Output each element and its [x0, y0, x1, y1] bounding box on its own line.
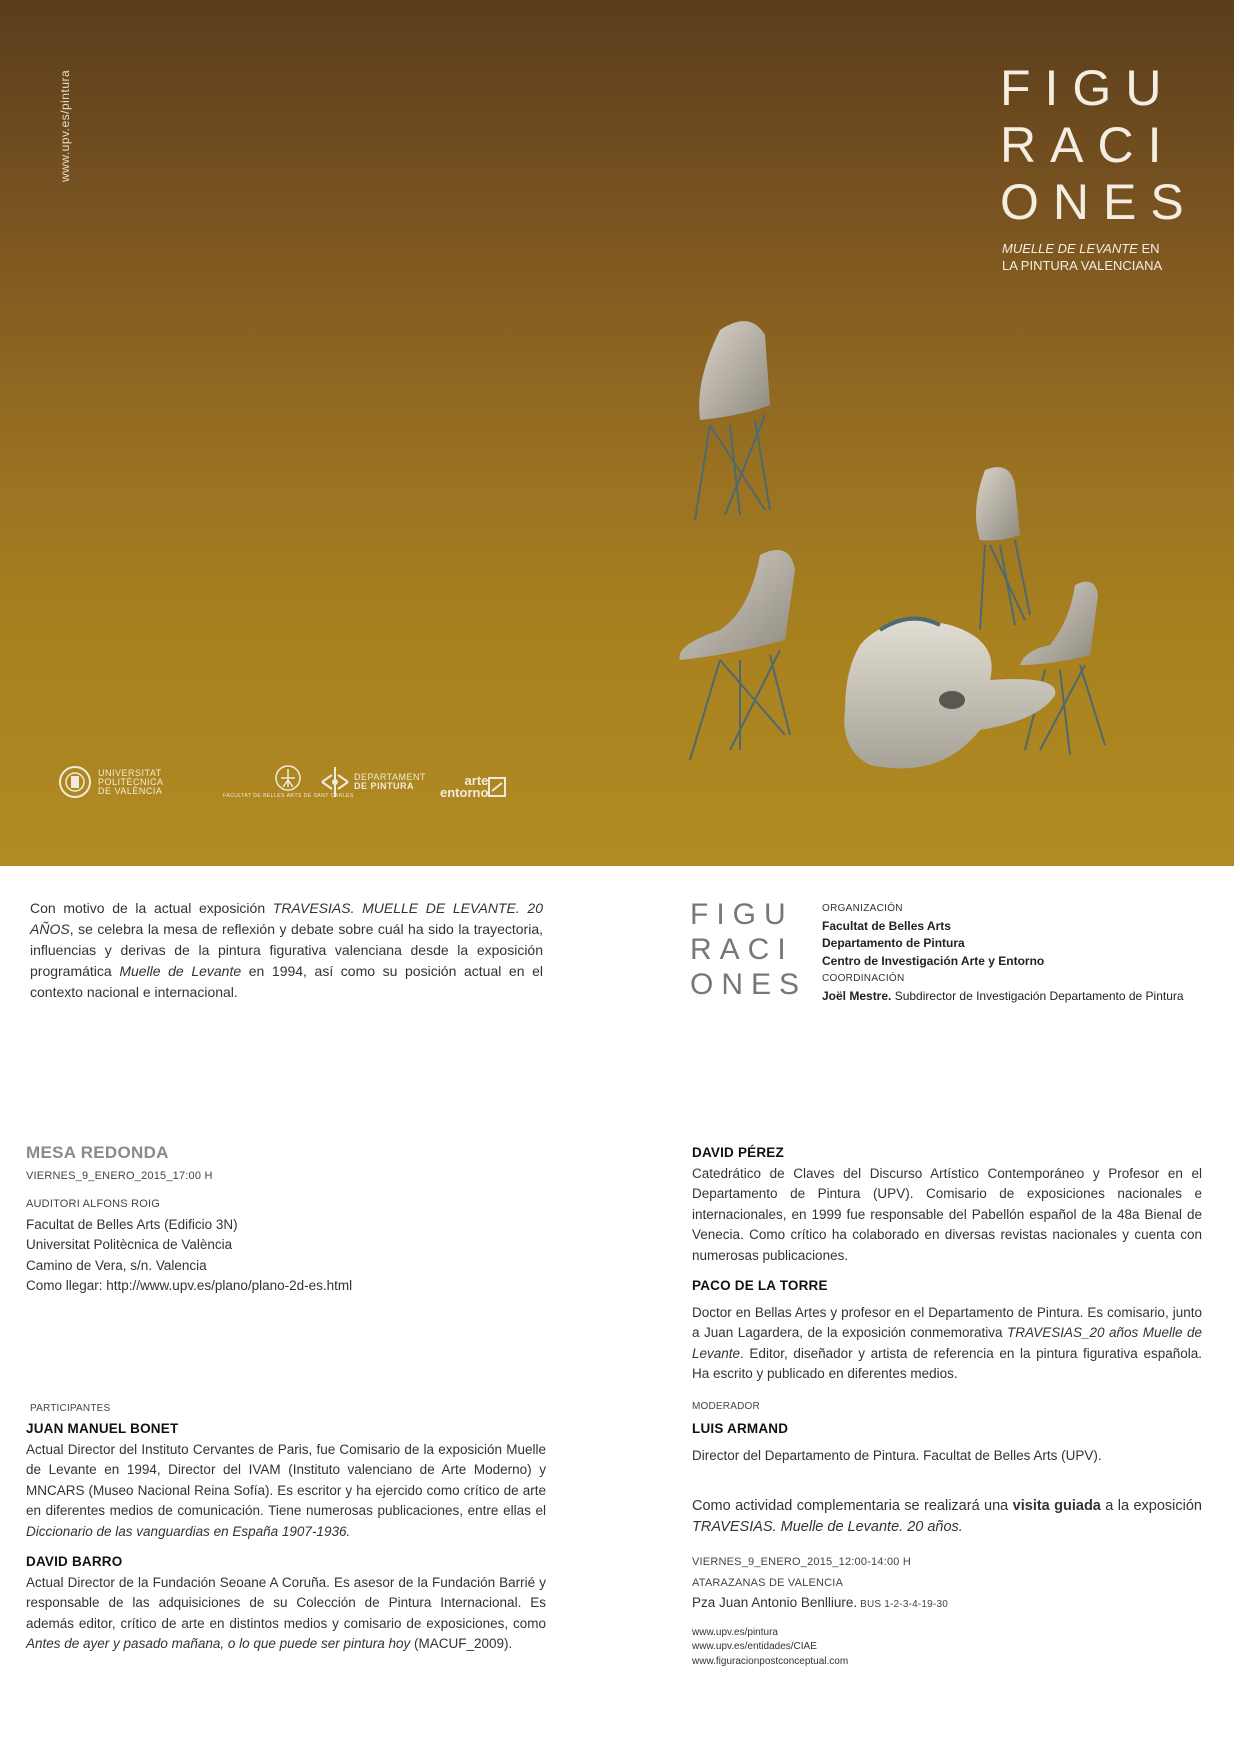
moderator-label: MODERADOR — [692, 1400, 760, 1412]
venue-line: Camino de Vera, s/n. Valencia — [26, 1257, 207, 1273]
chair — [680, 550, 796, 760]
participant-bio: Doctor en Bellas Artes y profesor en el Departamento de Pintura. Es comisario, junto a Juan Lagardera, de la exposición conmemorativa TRAVESIAS_20 años Muelle de Levante. Editor, diseñador y artista de referencia en la pintura figurativa española. Ha escrito y publicado en diferentes medios. — [692, 1304, 1202, 1381]
coordination-label: COORDINACIÓN — [822, 973, 905, 985]
participant-bio: Actual Director de la Fundación Seoane A Coruña. Es asesor de la Fundación Barrié y responsable de las adquisiciones de su Colección de Pintura Internacional. Es además editor, crítico de arte en distintos medios y comisario de exposiciones, como Antes de ayer y pasado mañana, o lo que puede ser pintura hoy (MACUF_2009). — [26, 1574, 546, 1651]
cover-hero — [0, 0, 1234, 866]
upv-seal-icon — [58, 765, 92, 799]
arte-entorno-logo: arte entorno — [440, 775, 506, 799]
venue-label: AUDITORI ALFONS ROIG — [26, 1198, 160, 1210]
upv-logo: UNIVERSITAT POLITÈCNICA DE VALÈNCIA — [58, 765, 164, 799]
participant-name: DAVID PÉREZ — [692, 1145, 784, 1160]
event-datetime: VIERNES_9_ENERO_2015_17:00 H — [26, 1169, 213, 1182]
cover-subtitle: MUELLE DE LEVANTE EN LA PINTURA VALENCIANA — [1002, 241, 1163, 273]
link[interactable]: www.upv.es/pintura — [692, 1626, 778, 1638]
visit-datetime: VIERNES_9_ENERO_2015_12:00-14:00 H — [692, 1556, 911, 1568]
participant-name: DAVID BARRO — [26, 1554, 123, 1569]
title-line: FIGU — [1000, 60, 1176, 116]
organization-label: ORGANIZACIÓN — [822, 903, 903, 914]
title-line: RACI — [1000, 117, 1176, 173]
small-title: FIGU RACI ONES — [690, 898, 808, 1001]
visit-address: Pza Juan Antonio Benlliure. BUS 1-2-3-4-19-30 — [692, 1595, 948, 1610]
intro-paragraph: Con motivo de la actual exposición TRAVESIAS. MUELLE DE LEVANTE. 20 AÑOS, se celebra la mesa de reflexión y debate sobre cuál ha sido la trayectoria, influencias y derivas de la pintura figurativa valenciana desde la exposición programática Muelle de Levante en 1994, así como su posición actual en el contexto nacional e internacional. — [30, 900, 543, 1000]
moderator-name: LUIS ARMAND — [692, 1421, 789, 1436]
link[interactable]: www.figuracionpostconceptual.com — [692, 1655, 849, 1667]
chair — [976, 467, 1030, 630]
title-line: ONES — [1000, 174, 1198, 230]
complementary-activity: Como actividad complementaria se realizará una visita guiada a la exposición TRAVESIAS. Muelle de Levante. 20 años. — [692, 1498, 1202, 1535]
chairs-illustration — [640, 310, 1200, 790]
sponsor-logos — [58, 765, 538, 805]
links-list — [692, 1626, 1202, 1670]
visit-place: ATARAZANAS DE VALENCIA — [692, 1576, 844, 1589]
participant-name: JUAN MANUEL BONET — [26, 1421, 179, 1436]
cover-title — [1000, 60, 1198, 231]
participant-name: PACO DE LA TORRE — [692, 1278, 828, 1293]
left-column — [26, 1143, 546, 1655]
participant-bio: Catedrático de Claves del Discurso Artístico Contemporáneo y Profesor en el Departamento de Pintura (UPV). Comisario de exposiciones nacionales e internacionales, en 1999 fue responsable del Pabellón español de la 48a Bienal de Venecia. Como crítico ha colaborado en diversas revistas nacionales y cuenta con numerosas publicaciones. — [692, 1165, 1202, 1263]
venue-line: Universitat Politècnica de València — [26, 1237, 233, 1252]
vertical-url: www.upv.es/pintura — [58, 69, 72, 182]
facultat-logo: FACULTAT DE BELLES ARTS DE SANT CARLES — [223, 765, 354, 799]
link[interactable]: www.upv.es/entidades/CIAE — [692, 1641, 817, 1652]
departament-logo: DEPARTAMENT DE PINTURA — [320, 765, 426, 799]
chair — [695, 321, 770, 520]
chair — [1020, 582, 1105, 755]
organization-block: ORGANIZACIÓN Facultat de Belles Arts Departamento de Pintura Centro de Investigación Arte y Entorno COORDINACIÓN Joël Mestre. Subdirector de Investigación Departamento de Pintura — [822, 900, 1184, 1006]
facultat-emblem-icon — [273, 765, 303, 793]
palette-sculpture — [844, 619, 1055, 769]
departament-symbol-icon — [320, 765, 350, 799]
participants-label: PARTICIPANTES — [30, 1402, 111, 1414]
venue-line: Facultat de Belles Arts (Edificio 3N) — [26, 1216, 238, 1232]
section-title: MESA REDONDA — [26, 1143, 169, 1162]
moderator-bio: Director del Departamento de Pintura. Facultat de Belles Arts (UPV). — [692, 1447, 1102, 1463]
venue-line: Como llegar: http://www.upv.es/plano/plano-2d-es.html — [26, 1278, 353, 1293]
right-column — [692, 1143, 1202, 1669]
arte-entorno-square-icon — [488, 777, 506, 797]
participant-bio: Actual Director del Instituto Cervantes de Paris, fue Comisario de la exposición Muelle de Levante en 1994, Director del IVAM (Instituto valenciano de Arte Moderno) y MNCARS (Museo Nacional Reina Sofía). Es escritor y ha ejercido como crítico de arte en diferentes medios de comunicación. Tiene numerosas publicaciones, entre ellas el Diccionario de las vanguardias en España 1907-1936. — [26, 1441, 546, 1539]
